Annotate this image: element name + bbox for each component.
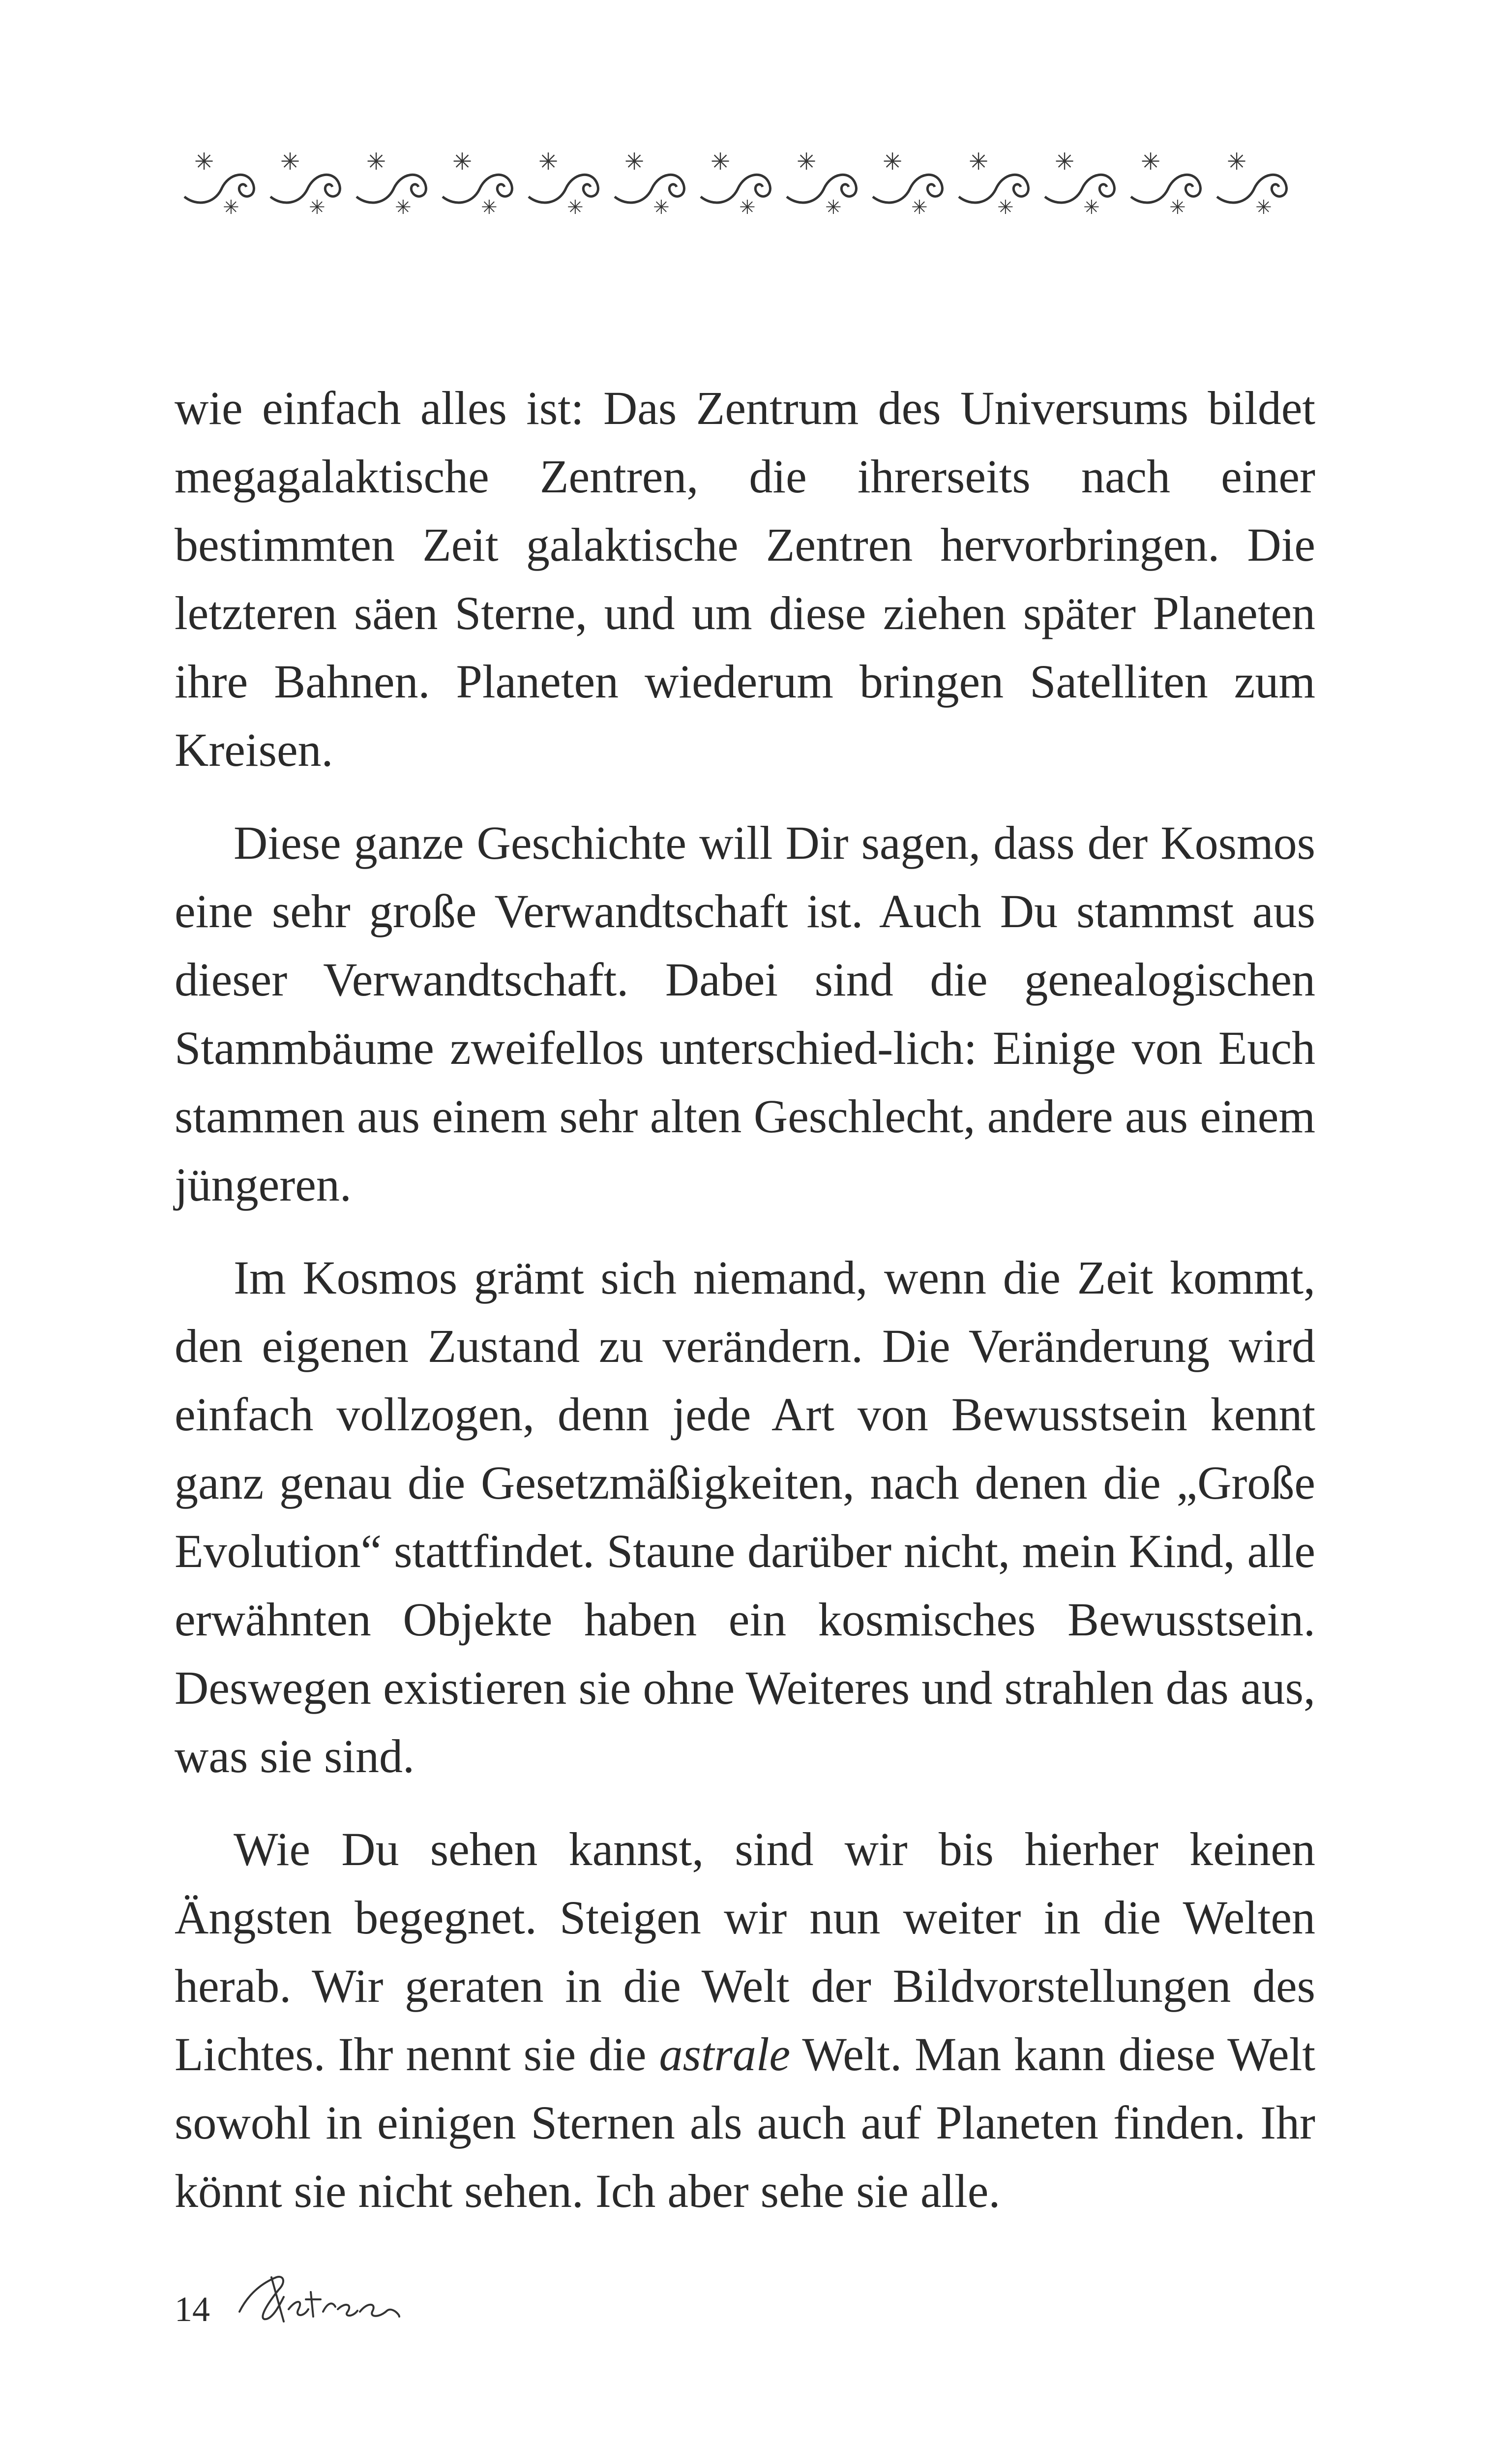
ornament-wave xyxy=(701,175,770,203)
ornament-star: ✳ xyxy=(223,196,239,216)
ornament-star: ✳ xyxy=(1169,196,1186,216)
ornament-star: ✳ xyxy=(1083,196,1100,216)
ornament-star: ✳ xyxy=(1055,148,1075,176)
ornament-star: ✳ xyxy=(883,148,903,176)
page-footer xyxy=(175,2262,407,2331)
ornament-wave xyxy=(873,175,942,203)
ornament-star: ✳ xyxy=(309,196,326,216)
paragraph-3: Im Kosmos grämt sich niemand, wenn die Zeit kommt, den eigenen Zustand zu verändern. Die Veränderung wird einfach vollzogen, denn jede Art von Bewusstsein kennt ganz genau die Gesetzmäßigkeiten, nach denen die „Große Evolution“ stattfindet. Staune darüber nicht, mein Kind, alle erwähnten Objekte haben ein kosmisches Bewusstsein. Deswegen existieren sie ohne Weiteres und strahlen das aus, was sie sind. xyxy=(175,1251,1315,1782)
page-number: 14 xyxy=(175,2290,210,2329)
paragraph-4 xyxy=(175,1815,1315,2225)
ornament-star: ✳ xyxy=(395,196,412,216)
paragraph-4-emphasis: astrale xyxy=(659,2028,791,2081)
ornament-star: ✳ xyxy=(1255,196,1272,216)
paragraph-4-text-a: Wie Du sehen kannst, sind wir bis hierher keinen Ängsten begegnet. Steigen wir nun weiter in die Welten herab. Wir geraten in die Welt der Bildvorstellungen des Lichtes. Ihr nennt sie die xyxy=(175,1823,1315,2081)
ornament-star: ✳ xyxy=(538,148,559,176)
ornament-wave xyxy=(443,175,512,203)
ornament-wave xyxy=(615,175,684,203)
ornament-star: ✳ xyxy=(280,148,300,176)
ornament-wave xyxy=(787,175,856,203)
paragraph-1: wie einfach alles ist: Das Zentrum des Universums bildet megagalaktische Zentren, die ihrerseits nach einer bestimmten Zeit galaktische Zentren hervorbringen. Die letzteren säen Sterne, und um diese ziehen später Planeten ihre Bahnen. Planeten wiederum bringen Satelliten zum Kreisen. xyxy=(175,382,1315,776)
ornament-wave xyxy=(1217,175,1286,203)
ornament-star: ✳ xyxy=(653,196,670,216)
paragraph-4-text-b: Welt. Man kann diese Welt sowohl in einigen Sternen als auch auf Planeten finden. Ihr könnt sie nicht sehen. Ich aber sehe sie alle. xyxy=(175,2028,1316,2217)
ornament-wave xyxy=(1131,175,1200,203)
ornament-star: ✳ xyxy=(969,148,989,176)
ornament-star: ✳ xyxy=(1227,148,1247,176)
ornament-star: ✳ xyxy=(366,148,386,176)
ornament-star: ✳ xyxy=(1141,148,1161,176)
paragraph-2: Diese ganze Geschichte will Dir sagen, dass der Kosmos eine sehr große Verwandtschaft ist. Auch Du stammst aus dieser Verwandtschaft. Dabei sind die genealogischen Stammbäume zweifellos unterschied-lich: Einige von Euch stammen aus einem sehr alten Geschlecht, andere aus einem jüngeren. xyxy=(175,816,1315,1211)
ornament-wave xyxy=(1045,175,1114,203)
ornament-wave xyxy=(356,175,426,203)
ornament-star: ✳ xyxy=(567,196,584,216)
ornament-wave xyxy=(270,175,340,203)
ornament-star: ✳ xyxy=(194,148,214,176)
ornament-wave xyxy=(529,175,598,203)
astrea-signature-icon xyxy=(230,2262,407,2331)
ornament-star: ✳ xyxy=(739,196,756,216)
ornament-star: ✳ xyxy=(825,196,842,216)
ornament-wave xyxy=(184,175,254,203)
ornament-star: ✳ xyxy=(911,196,928,216)
ornament-wave xyxy=(959,175,1028,203)
body-text xyxy=(175,374,1315,2250)
stars-and-waves-ornament-icon xyxy=(175,143,1315,216)
ornament-star: ✳ xyxy=(481,196,498,216)
ornament-star: ✳ xyxy=(997,196,1014,216)
ornament-star: ✳ xyxy=(624,148,645,176)
ornament-star: ✳ xyxy=(797,148,817,176)
ornament-star: ✳ xyxy=(711,148,731,176)
ornament-star: ✳ xyxy=(452,148,473,176)
